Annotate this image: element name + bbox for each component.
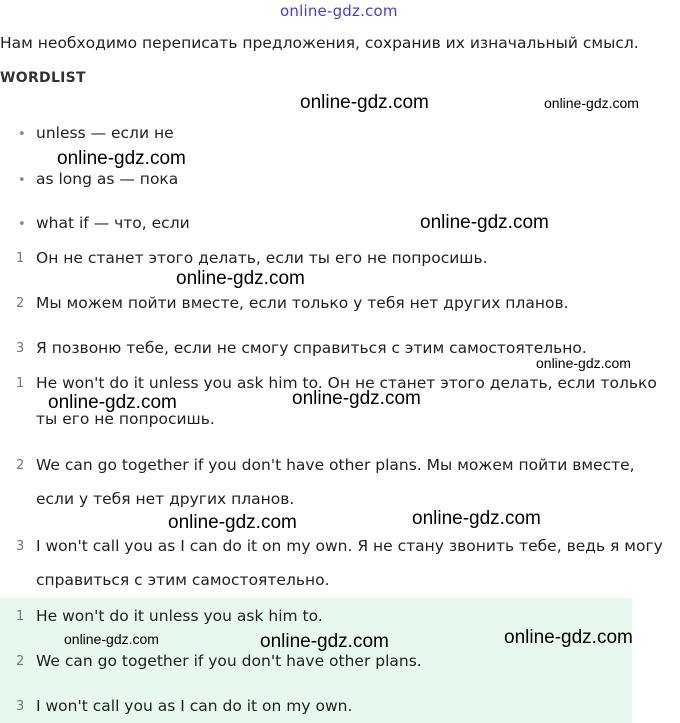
answer-text: We can go together if you don't have other plans. <box>36 652 422 670</box>
watermark: online-gdz.com <box>504 627 633 648</box>
answer-text: I won't call you as I can do it on my own. <box>36 697 353 715</box>
explanation-line: He won't do it unless you ask him to. Он не станет этого делать, если только <box>36 374 657 392</box>
explanation-line: We can go together if you don't have other plans. Мы можем пойти вместе, <box>36 456 635 474</box>
explanation-line: если у тебя нет других планов. <box>36 490 295 508</box>
bullet-icon: • <box>18 127 26 142</box>
item-number: 2 <box>16 654 25 669</box>
watermark: online-gdz.com <box>544 95 639 111</box>
watermark: online-gdz.com <box>48 392 177 413</box>
bullet-icon: • <box>18 217 26 232</box>
explanation-line: справиться с этим самостоятельно. <box>36 571 330 589</box>
item-number: 3 <box>16 699 25 714</box>
watermark: online-gdz.com <box>292 388 421 409</box>
watermark: online-gdz.com <box>536 355 631 371</box>
watermark: online-gdz.com <box>64 631 159 647</box>
bullet-icon: • <box>18 173 26 188</box>
watermark: online-gdz.com <box>260 631 389 652</box>
explanation-line: ты его не попросишь. <box>36 410 215 428</box>
sentence-text: Он не станет этого делать, если ты его не попросишь. <box>36 249 488 267</box>
sentence-text: Мы можем пойти вместе, если только у тебя нет других планов. <box>36 294 569 312</box>
item-number: 1 <box>16 251 25 266</box>
watermark: online-gdz.com <box>420 212 549 233</box>
intro-text: Нам необходимо переписать предложения, сохранив их изначальный смысл. <box>0 34 639 52</box>
watermark: online-gdz.com <box>57 148 186 169</box>
item-number: 1 <box>16 609 25 624</box>
wordlist-item-text: what if — что, если <box>36 214 190 232</box>
item-number: 2 <box>16 458 25 473</box>
watermark: online-gdz.com <box>412 508 541 529</box>
wordlist-item-text: as long as — пока <box>36 170 179 188</box>
answer-text: He won't do it unless you ask him to. <box>36 607 323 625</box>
wordlist-item-text: unless — если не <box>36 124 174 142</box>
watermark: online-gdz.com <box>168 512 297 533</box>
item-number: 1 <box>16 376 25 391</box>
item-number: 3 <box>16 341 25 356</box>
watermark: online-gdz.com <box>300 92 429 113</box>
sentence-text: Я позвоню тебе, если не смогу справиться с этим самостоятельно. <box>36 339 587 357</box>
watermark-top: online-gdz.com <box>280 2 398 20</box>
watermark: online-gdz.com <box>176 268 305 289</box>
wordlist-title: WORDLIST <box>0 70 86 86</box>
explanation-line: I won't call you as I can do it on my own. Я не стану звонить тебе, ведь я могу <box>36 537 663 555</box>
item-number: 3 <box>16 539 25 554</box>
item-number: 2 <box>16 296 25 311</box>
